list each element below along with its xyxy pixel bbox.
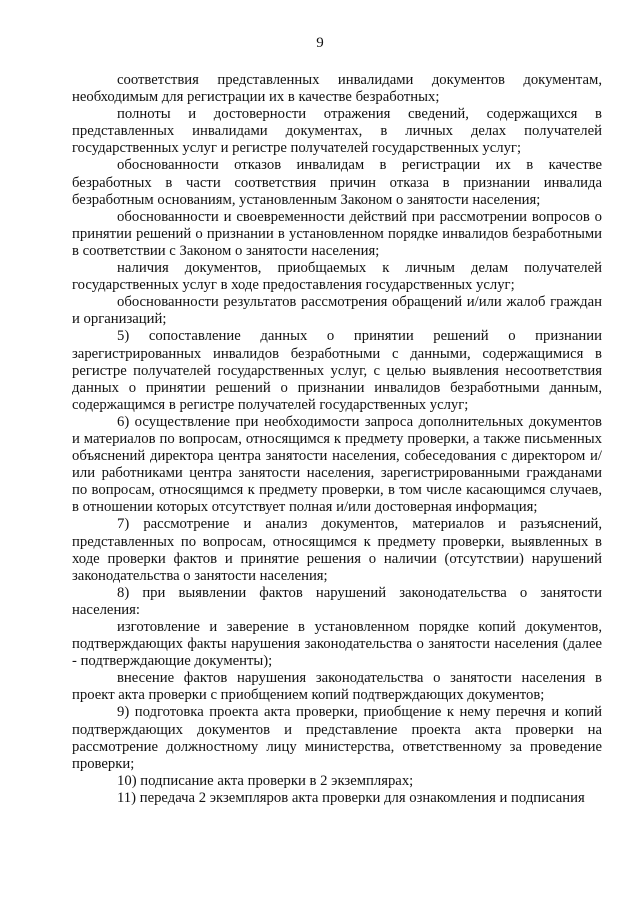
- paragraph: обоснованности результатов рассмотрения обращений и/или жалоб граждан и организаций;: [72, 294, 602, 328]
- paragraph: полноты и достоверности отражения сведений, содержащихся в представленных инвалидами документах, в личных делах получателей государственных услуг и регистре получателей государственных услуг;: [72, 106, 602, 157]
- paragraph: внесение фактов нарушения законодательства о занятости населения в проект акта проверки с приобщением копий подтверждающих документов;: [72, 670, 602, 704]
- paragraph: обоснованности отказов инвалидам в регистрации их в качестве безработных в части соответствия причин отказа в признании инвалида безработным основаниям, установленным Законом о занятости населения;: [72, 157, 602, 208]
- paragraph: 11) передача 2 экземпляров акта проверки для ознакомления и подписания: [117, 789, 585, 806]
- paragraph: 5) сопоставление данных о принятии решений о признании зарегистрированных инвалидов безработными с данными, содержащимися в регистре получателей государственных услуг, с целью выявления несоответствия данных о принятии решений о признании инвалидов безработными данным, содержащимся в регистре получателей государственных услуг;: [72, 328, 602, 413]
- paragraph: 6) осуществление при необходимости запроса дополнительных документов и материалов по вопросам, относящимся к предмету проверки, а также письменных объяснений директора центра занятости населения, собеседования с директором и/или работниками центра занятости населения, зарегистрированными гражданами по вопросам, относящимся к предмету проверки, в том числе касающимся случаев, в отношении которых отсутствует полная и/или достоверная информация;: [72, 413, 602, 516]
- paragraph: 9) подготовка проекта акта проверки, приобщение к нему перечня и копий подтверждающих документов и представление проекта акта проверки на рассмотрение должностному лицу министерства, ответственному за проведение проверки;: [72, 704, 602, 772]
- document-body: [72, 72, 602, 807]
- paragraph: 8) при выявлении фактов нарушений законодательства о занятости населения:: [72, 584, 602, 618]
- paragraph: 10) подписание акта проверки в 2 экземплярах;: [117, 772, 414, 789]
- paragraph: наличия документов, приобщаемых к личным делам получателей государственных услуг в ходе предоставления государственных услуг;: [72, 260, 602, 294]
- paragraph: изготовление и заверение в установленном порядке копий документов, подтверждающих факты нарушения законодательства о занятости населения (далее - подтверждающие документы);: [72, 619, 602, 670]
- page-number: 9: [316, 35, 324, 51]
- paragraph: обоснованности и своевременности действий при рассмотрении вопросов о принятии решений о признании в установленном порядке инвалидов безработными в соответствии с Законом о занятости населения;: [72, 208, 602, 259]
- paragraph: 7) рассмотрение и анализ документов, материалов и разъяснений, представленных по вопросам, относящимся к предмету проверки, выявленных в ходе проверки фактов и принятие решения о наличии (отсутствии) нарушений законодательства о занятости населения;: [72, 516, 602, 584]
- paragraph: соответствия представленных инвалидами документов документам, необходимым для регистрации их в качестве безработных;: [72, 72, 602, 106]
